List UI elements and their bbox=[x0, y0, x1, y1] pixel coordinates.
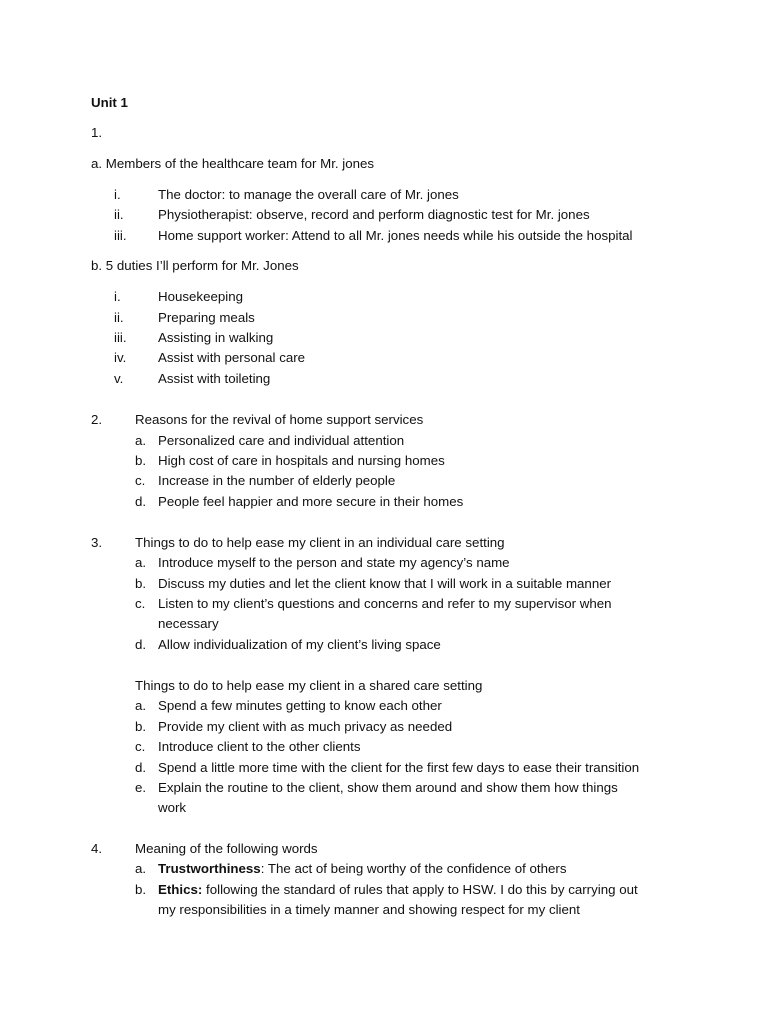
list-item: The doctor: to manage the overall care of Mr. jones bbox=[158, 187, 459, 202]
question-3-number: 3. bbox=[91, 535, 103, 550]
definition-item bbox=[158, 881, 638, 899]
list-item: Introduce client to the other clients bbox=[158, 739, 361, 754]
list-marker: iv. bbox=[114, 350, 127, 365]
list-marker: a. bbox=[135, 861, 147, 876]
list-marker: i. bbox=[114, 289, 121, 304]
list-item: Preparing meals bbox=[158, 310, 255, 325]
list-item: Housekeeping bbox=[158, 289, 244, 304]
definition-term: Trustworthiness bbox=[158, 861, 261, 876]
list-item: Personalized care and individual attention bbox=[158, 433, 405, 448]
list-item: Home support worker: Attend to all Mr. jones needs while his outside the hospital bbox=[158, 228, 633, 243]
list-marker: c. bbox=[135, 473, 146, 488]
question-1-number: 1. bbox=[91, 125, 103, 140]
question-4-number: 4. bbox=[91, 841, 103, 856]
list-marker: iii. bbox=[114, 228, 127, 243]
list-marker: a. bbox=[135, 698, 147, 713]
list-item: Increase in the number of elderly people bbox=[158, 473, 396, 488]
list-marker: b. bbox=[135, 882, 147, 897]
list-item: Assisting in walking bbox=[158, 330, 274, 345]
definition-text: : The act of being worthy of the confidence of others bbox=[260, 861, 567, 876]
list-item-continuation: work bbox=[158, 800, 187, 815]
definition-text: following the standard of rules that apply to HSW. I do this by carrying out bbox=[202, 882, 638, 897]
list-item: Provide my client with as much privacy as needed bbox=[158, 719, 453, 734]
list-marker: b. bbox=[135, 576, 147, 591]
definition-item bbox=[158, 860, 566, 878]
question-2-number: 2. bbox=[91, 412, 103, 427]
question-4-heading: Meaning of the following words bbox=[135, 841, 318, 856]
list-item: Spend a few minutes getting to know each other bbox=[158, 698, 442, 713]
question-3-individual-heading: Things to do to help ease my client in an individual care setting bbox=[135, 535, 505, 550]
list-item: Allow individualization of my client’s living space bbox=[158, 637, 441, 652]
list-marker: a. bbox=[135, 433, 147, 448]
list-marker: d. bbox=[135, 760, 147, 775]
list-marker: c. bbox=[135, 739, 146, 754]
list-marker: v. bbox=[114, 371, 124, 386]
list-item: People feel happier and more secure in their homes bbox=[158, 494, 464, 509]
list-marker: ii. bbox=[114, 207, 124, 222]
list-item: High cost of care in hospitals and nursing homes bbox=[158, 453, 445, 468]
list-marker: b. bbox=[135, 719, 147, 734]
list-item-continuation: necessary bbox=[158, 616, 219, 631]
definition-term: Ethics: bbox=[158, 882, 203, 897]
unit-title: Unit 1 bbox=[91, 95, 128, 110]
list-marker: b. bbox=[135, 453, 147, 468]
list-marker: iii. bbox=[114, 330, 127, 345]
list-marker: i. bbox=[114, 187, 121, 202]
list-item: Listen to my client’s questions and concerns and refer to my supervisor when bbox=[158, 596, 612, 611]
list-item: Introduce myself to the person and state my agency’s name bbox=[158, 555, 510, 570]
list-item: Discuss my duties and let the client know that I will work in a suitable manner bbox=[158, 576, 612, 591]
list-marker: d. bbox=[135, 637, 147, 652]
list-marker: a. bbox=[135, 555, 147, 570]
list-marker: e. bbox=[135, 780, 147, 795]
question-1a-heading: a. Members of the healthcare team for Mr. jones bbox=[91, 156, 375, 171]
list-item: Explain the routine to the client, show them around and show them how things bbox=[158, 780, 618, 795]
list-item: Spend a little more time with the client for the first few days to ease their transition bbox=[158, 760, 640, 775]
list-item: Assist with toileting bbox=[158, 371, 271, 386]
list-item: Assist with personal care bbox=[158, 350, 306, 365]
question-1b-heading: b. 5 duties I’ll perform for Mr. Jones bbox=[91, 258, 299, 273]
list-item: Physiotherapist: observe, record and perform diagnostic test for Mr. jones bbox=[158, 207, 590, 222]
list-item-continuation: my responsibilities in a timely manner and showing respect for my client bbox=[158, 902, 580, 917]
list-marker: ii. bbox=[114, 310, 124, 325]
question-3-shared-heading: Things to do to help ease my client in a shared care setting bbox=[135, 678, 483, 693]
question-2-heading: Reasons for the revival of home support services bbox=[135, 412, 424, 427]
list-marker: d. bbox=[135, 494, 147, 509]
list-marker: c. bbox=[135, 596, 146, 611]
